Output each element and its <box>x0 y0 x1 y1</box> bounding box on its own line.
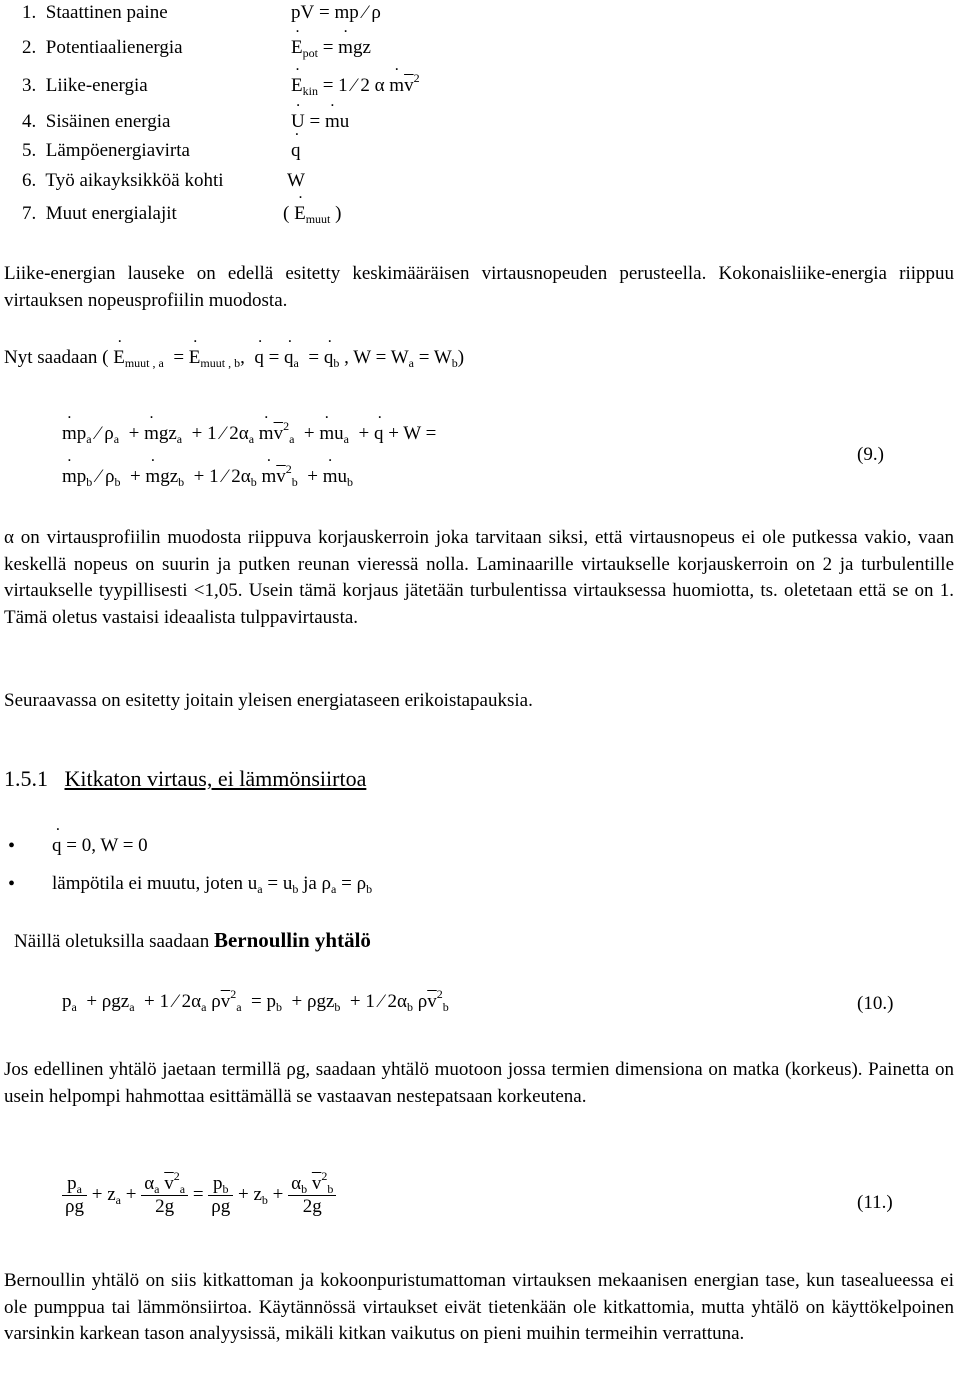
substitution-line: Nyt saadaan ( ˙ $E_{muut , a}$ = ˙ $E_{muut , b}$, ˙ q = ˙ $q_a$ = ˙ $q_b$ , $W = W_a = W_b$) <box>4 347 464 369</box>
equation-10-label: (10.) <box>857 993 894 1014</box>
list-item: 7. Muut energialajit <box>22 203 177 224</box>
equation-9-line-b: ˙ $mp_b$ ⁄ $\rho_b$ + ˙ mgz$_b$ + 1 ⁄ $2\alpha_b$ ˙ $m\overline{v}^2_b$ + ˙ $mu_b$ <box>62 466 353 488</box>
formula-potential: ˙ $E_{pot}$ = ˙ mgz <box>291 37 371 59</box>
list-item: 1. Staattinen paine <box>22 2 168 23</box>
formula-other: ( ˙ $E_{muut}$ ) <box>283 203 341 225</box>
formula-pressure: p˙ V = ˙ mp ⁄ ρ <box>291 2 381 24</box>
list-item: 6. Työ aikayksikköä kohti <box>22 170 224 191</box>
formula-internal: ˙ U = ˙ mu <box>291 111 349 133</box>
equation-9-label: (9.) <box>857 444 884 465</box>
section-heading: 1.5.1 Kitkaton virtaus, ei lämmönsiirtoa <box>4 766 367 791</box>
list-item: 5. Lämpöenergiavirta <box>22 140 190 161</box>
paragraph-bernoulli-summary: Bernoullin yhtälö on siis kitkattoman ja kokoonpuristumattoman virtauksen mekaanisen energian tase, kun tasealueessa ei ole pumppua tai lämmönsiirtoa. Käytännössä virtaukset eivät tietenkään ole kitkattomia, mutta yhtälö on käyttökelpoinen varsinkin karkean tason analyysissä, mikäli kitkan vaikutus on pieni muihin termeihin verrattuna. <box>4 1270 954 1344</box>
formula-work: W <box>287 170 305 191</box>
paragraph-alpha: α on virtausprofiilin muodosta riippuva korjauskerroin joka tarvitaan siksi, että virtausnopeus ei ole putkessa vakio, vaan keskellä nopeus on suurin ja putken reunan vieressä nolla. Laminaarille virtaukselle korjauskerroin on 2 ja turbulentille virtaukselle tyypillisesti <1,05. Usein tämä korjaus jätetään turbulentissa virtauksessa huomiotta, ts. oletetaan että se on 1. Tämä oletus vastaisi ideaalista tulppavirtausta. <box>4 527 954 628</box>
list-item: 2. Potentiaalienergia <box>22 37 183 58</box>
equation-11: $\frac{p_a}{\rho g}$ + $z_a$ + $\frac{\alpha_a \overline{v}^2_a}{2g}$ = $\frac{p_b}{\rho g}$ + $z_b$ + $\frac{\alpha_b \overline{v}^2_b}{2g}$ <box>62 1173 336 1218</box>
list-item: 4. Sisäinen energia <box>22 111 171 132</box>
bullet-no-heat: • ˙ q = 0, W = 0 <box>52 835 148 857</box>
equation-9-line-a: ˙ $mp_a$ ⁄ $\rho_a$ + ˙ mgz$_a$ + 1 ⁄ $2\alpha_a$ ˙ $m\overline{v}^2_a$ + ˙ $mu_a$ + ˙ q + W = <box>62 423 436 445</box>
paragraph-head-form: Jos edellinen yhtälö jaetaan termillä ρg, saadaan yhtälö muotoon jossa termien dimensiona on matka (korkeus). Painetta on usein helpompi hahmottaa esittämällä se vastaavan nestepatsaan korkeutena. <box>4 1059 954 1107</box>
formula-kinetic: ˙ $E_{kin} = 1$ ⁄ 2 α ˙ $m\overline{v}^2$ <box>291 75 420 97</box>
bullet-temperature: • lämpötila ei muutu, joten $u_a = u_b$ ja $\rho_a = \rho_b$ <box>52 873 372 895</box>
list-item: 3. Liike-energia <box>22 75 148 96</box>
paragraph-special-cases: Seuraavassa on esitetty joitain yleisen energiataseen erikoistapauksia. <box>4 690 533 711</box>
formula-heat: ˙ q <box>291 140 301 162</box>
equation-10: $p_a + \rho gz_a + 1$ ⁄ $2\alpha_a$ $\rho\overline{v}^2_a = p_b + \rho gz_b + 1$ ⁄ $2\alpha_b$ $\rho\overline{v}^2_b$ <box>62 987 449 1014</box>
paragraph-kinetic-energy: Liike-energian lauseke on edellä esitetty keskimääräisen virtausnopeuden perusteella. Kokonaisliike-energia riippuu virtauksen nopeusprofiilin muodosta. <box>4 263 954 311</box>
equation-11-label: (11.) <box>857 1192 893 1213</box>
bernoulli-intro: Näillä oletuksilla saadaan Bernoullin yhtälö <box>14 928 371 952</box>
